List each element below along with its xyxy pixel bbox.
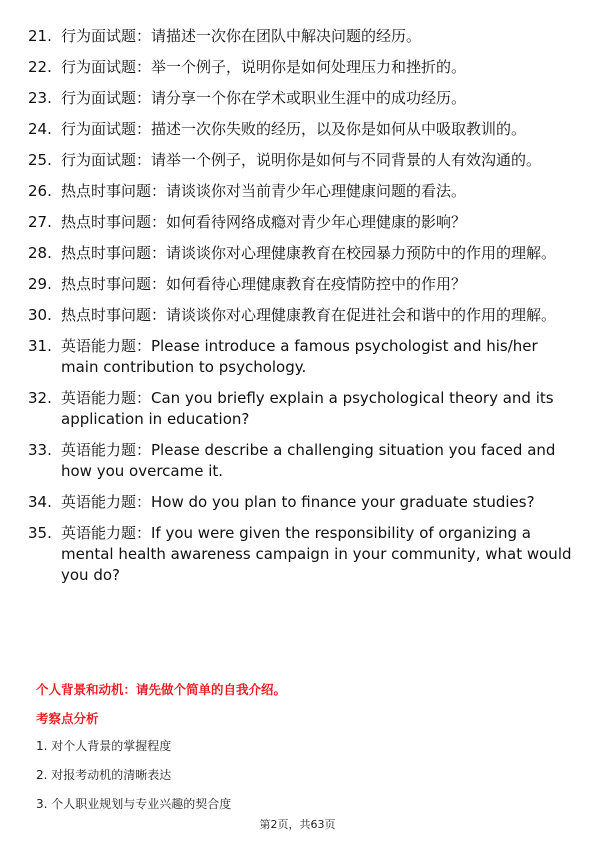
question-number: 26. xyxy=(28,182,52,200)
question-item xyxy=(28,181,573,202)
analysis-item: 1. 对个人背景的掌握程度 xyxy=(36,739,172,753)
section-heading: 个人背景和动机：请先做个简单的自我介绍。 xyxy=(36,682,287,697)
question-text: 行为面试题：举一个例子，说明你是如何处理压力和挫折的。 xyxy=(61,58,467,76)
question-item xyxy=(28,440,573,482)
question-item xyxy=(28,274,573,295)
question-text: 英语能力题：How do you plan to finance your graduate studies? xyxy=(61,493,535,511)
question-number: 29. xyxy=(28,275,52,293)
question-number: 34. xyxy=(28,493,52,511)
question-item xyxy=(28,57,573,78)
question-item xyxy=(28,305,573,326)
question-text: 英语能力题：Please introduce a famous psychologist and his/her main contribution to psychology. xyxy=(61,337,538,376)
question-item xyxy=(28,243,573,264)
question-item xyxy=(28,150,573,171)
analysis-item: 2. 对报考动机的清晰表达 xyxy=(36,768,172,782)
question-item xyxy=(28,212,573,233)
question-text: 热点时事问题：请谈谈你对心理健康教育在促进社会和谐中的作用的理解。 xyxy=(61,306,557,324)
question-text: 行为面试题：描述一次你失败的经历，以及你是如何从中吸取教训的。 xyxy=(61,120,527,138)
question-number: 22. xyxy=(28,58,52,76)
question-number: 25. xyxy=(28,151,52,169)
question-item xyxy=(28,88,573,109)
question-text: 热点时事问题：如何看待心理健康教育在疫情防控中的作用？ xyxy=(61,275,467,293)
question-number: 28. xyxy=(28,244,52,262)
question-text: 热点时事问题：请谈谈你对心理健康教育在校园暴力预防中的作用的理解。 xyxy=(61,244,557,262)
analysis-list xyxy=(36,738,556,825)
question-text: 行为面试题：请描述一次你在团队中解决问题的经历。 xyxy=(61,27,422,45)
question-number: 33. xyxy=(28,441,52,459)
question-text: 英语能力题：Please describe a challenging situation you faced and how you overcame it. xyxy=(61,441,556,480)
question-text: 热点时事问题：如何看待网络成瘾对青少年心理健康的影响？ xyxy=(61,213,467,231)
question-text: 行为面试题：请分享一个你在学术或职业生涯中的成功经历。 xyxy=(61,89,467,107)
question-number: 24. xyxy=(28,120,52,138)
analysis-item: 3. 个人职业规划与专业兴趣的契合度 xyxy=(36,797,232,811)
question-number: 21. xyxy=(28,27,52,45)
question-item xyxy=(28,336,573,378)
question-item xyxy=(28,492,573,513)
question-number: 31. xyxy=(28,337,52,355)
question-number: 32. xyxy=(28,389,52,407)
question-item xyxy=(28,523,573,586)
question-number: 27. xyxy=(28,213,52,231)
question-number: 23. xyxy=(28,89,52,107)
question-item xyxy=(28,119,573,140)
question-text: 行为面试题：请举一个例子，说明你是如何与不同背景的人有效沟通的。 xyxy=(61,151,542,169)
question-number: 30. xyxy=(28,306,52,324)
analysis-heading: 考察点分析 xyxy=(36,711,99,726)
question-list xyxy=(28,26,573,596)
question-text: 热点时事问题：请谈谈你对当前青少年心理健康问题的看法。 xyxy=(61,182,467,200)
question-item xyxy=(28,388,573,430)
question-text: 英语能力题：If you were given the responsibility of organizing a mental health awareness campaign in your community, what would you do? xyxy=(61,524,572,584)
question-item xyxy=(28,26,573,47)
question-text: 英语能力题：Can you briefly explain a psychological theory and its application in education? xyxy=(61,389,554,428)
question-number: 35. xyxy=(28,524,52,542)
page-number: 第2页，共63页 xyxy=(259,818,336,831)
